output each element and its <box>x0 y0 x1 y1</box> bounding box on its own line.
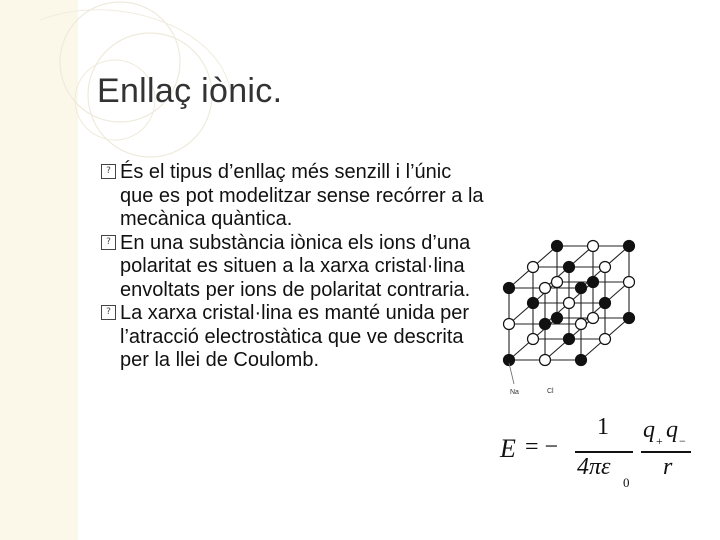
sodium-ion <box>552 313 563 324</box>
sodium-ion <box>528 298 539 309</box>
formula-epsilon-sub: 0 <box>623 475 630 490</box>
chloride-ion <box>540 355 551 366</box>
bullet-list <box>101 161 486 373</box>
formula-energy: E <box>500 434 516 463</box>
chloride-ion <box>576 319 587 330</box>
formula-equals-minus: = − <box>525 434 559 460</box>
cl-label: Cl <box>547 388 554 395</box>
chloride-ion <box>540 283 551 294</box>
sodium-ion <box>600 298 611 309</box>
bullet-box-icon: ? <box>101 305 116 320</box>
sodium-ion <box>576 283 587 294</box>
slide-title: Enllaç iònic. <box>97 72 283 110</box>
sodium-ion <box>552 241 563 252</box>
bullet-text: La xarxa cristal·lina es manté unida per l’atracció electrostàtica que ve descrita per la llei de Coulomb. <box>120 302 470 371</box>
formula-distance: r <box>663 454 673 480</box>
coulomb-formula <box>498 412 698 496</box>
formula-charge-q1: q <box>643 417 655 443</box>
chloride-ion <box>564 298 575 309</box>
bullet-box-icon: ? <box>101 235 116 250</box>
fraction-bar-left <box>575 451 633 453</box>
chloride-ion <box>528 262 539 273</box>
sodium-ion <box>564 262 575 273</box>
sodium-ion <box>624 241 635 252</box>
formula-numerator: 1 <box>597 414 609 440</box>
bullet-item <box>101 302 486 373</box>
bullet-text: És el tipus d’enllaç més senzill i l’únic que es pot modelitzar sense recórrer a la mecànica quàntica. <box>120 161 484 230</box>
nacl-lattice-diagram <box>488 160 708 400</box>
chloride-ion <box>552 277 563 288</box>
chloride-ion <box>600 262 611 273</box>
formula-charge-q2: q <box>666 417 678 443</box>
bullet-text: En una substància iònica els ions d’una polaritat es situen a la xarxa cristal·lina envoltats per ions de polaritat contraria. <box>120 231 471 301</box>
chloride-ion <box>504 319 515 330</box>
fraction-bar-right <box>641 451 691 453</box>
formula-plus-sub: + <box>656 434 663 448</box>
formula-denominator: 4πε <box>577 454 611 480</box>
chloride-ion <box>588 313 599 324</box>
sodium-ion <box>504 283 515 294</box>
sodium-ion <box>576 355 587 366</box>
sodium-ion <box>624 313 635 324</box>
sodium-ion <box>540 319 551 330</box>
sodium-ion <box>564 334 575 345</box>
na-pointer-line <box>509 363 514 384</box>
bullet-item <box>101 232 486 303</box>
chloride-ion <box>624 277 635 288</box>
bullet-box-icon: ? <box>101 164 116 179</box>
chloride-ion <box>588 241 599 252</box>
bullet-item <box>101 161 486 232</box>
formula-minus-sub: − <box>679 434 686 448</box>
chloride-ion <box>528 334 539 345</box>
sodium-ion <box>588 277 599 288</box>
chloride-ion <box>600 334 611 345</box>
na-label: Na <box>510 389 519 396</box>
